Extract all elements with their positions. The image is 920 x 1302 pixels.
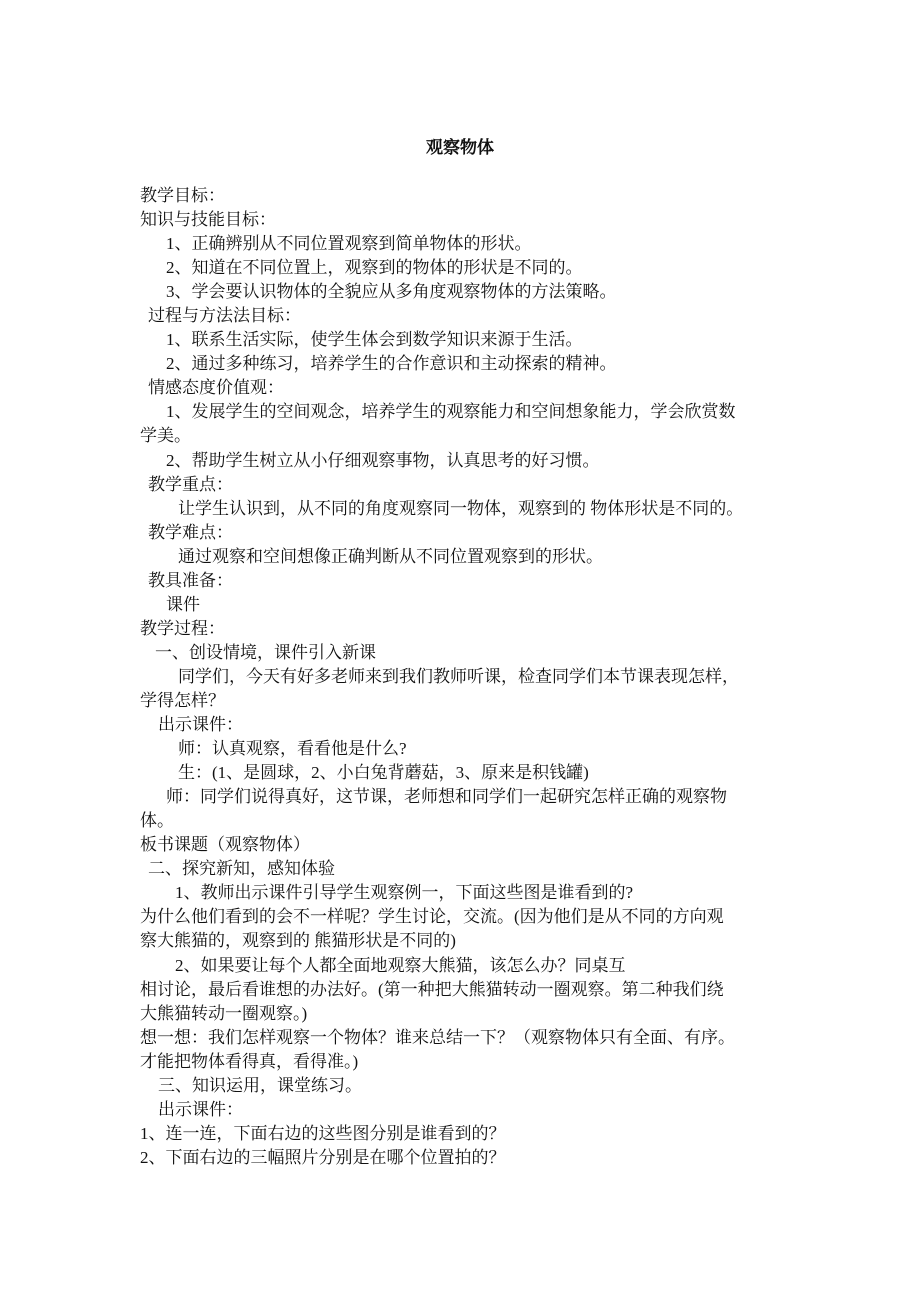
document-title: 观察物体	[426, 138, 494, 157]
paragraph-continuation: 大熊猫转动一圈观察。)	[140, 1003, 308, 1023]
list-item: 3、学会要认识物体的全貌应从多角度观察物体的方法策略。	[166, 282, 617, 302]
heading-difficulties: 教学难点：	[148, 522, 233, 542]
section-heading-3: 三、知识运用，课堂练习。	[158, 1075, 362, 1095]
exercise-item: 2、下面右边的三幅照片分别是在哪个位置拍的？	[140, 1147, 506, 1167]
paragraph-continuation: 体。	[140, 811, 174, 831]
paragraph-continuation: 才能把物体看得真，看得准。)	[140, 1051, 359, 1071]
paragraph: 出示课件：	[158, 1099, 243, 1119]
section-heading-2: 二、探究新知，感知体验	[148, 859, 335, 879]
subheading-attitudes-values: 情感态度价值观：	[148, 378, 284, 398]
paragraph: 1、教师出示课件引导学生观察例一，下面这些图是谁看到的?	[175, 883, 634, 903]
list-item: 1、正确辨别从不同位置观察到简单物体的形状。	[166, 234, 532, 254]
paragraph: 想一想：我们怎样观察一个物体？谁来总结一下？（观察物体只有全面、有序。	[140, 1027, 735, 1047]
dialogue-student: 生：(1、是圆球，2、小白兔背蘑菇，3、原来是积钱罐)	[178, 763, 589, 783]
list-item: 1、发展学生的空间观念，培养学生的观察能力和空间想象能力，学会欣赏数	[166, 402, 736, 422]
subheading-process-methods: 过程与方法法目标：	[148, 306, 301, 326]
dialogue-teacher: 师：认真观察，看看他是什么?	[178, 739, 407, 759]
document-body	[140, 184, 800, 1170]
paragraph: 让学生认识到，从不同的角度观察同一物体，观察到的 物体形状是不同的。	[178, 498, 744, 518]
exercise-item: 1、连一连，下面右边的这些图分别是谁看到的？	[140, 1123, 506, 1143]
paragraph: 板书课题（观察物体）	[140, 835, 310, 855]
dialogue-teacher: 师：同学们说得真好，这节课，老师想和同学们一起研究怎样正确的观察物	[166, 787, 727, 807]
paragraph: 出示课件：	[158, 715, 243, 735]
list-item: 2、知道在不同位置上，观察到的物体的形状是不同的。	[166, 258, 583, 278]
list-item: 1、联系生活实际，使学生体会到数学知识来源于生活。	[166, 330, 583, 350]
paragraph-continuation: 相讨论，最后看谁想的办法好。(第一种把大熊猫转动一圈观察。第二种我们绕	[140, 979, 724, 999]
paragraph: 为什么他们看到的会不一样呢？学生讨论，交流。(因为他们是从不同的方向观	[140, 907, 724, 927]
subheading-knowledge-skills: 知识与技能目标：	[140, 210, 276, 230]
heading-materials: 教具准备：	[148, 570, 233, 590]
heading-key-points: 教学重点：	[148, 474, 233, 494]
paragraph: 课件	[166, 594, 200, 614]
heading-teaching-goals: 教学目标：	[140, 186, 225, 205]
paragraph: 通过观察和空间想像正确判断从不同位置观察到的形状。	[178, 546, 603, 566]
paragraph: 同学们，今天有好多老师来到我们教师听课，检查同学们本节课表现怎样，	[178, 666, 739, 686]
paragraph-continuation: 察大熊猫的，观察到的 熊猫形状是不同的)	[140, 931, 456, 951]
list-item-continuation: 学美。	[140, 426, 191, 446]
paragraph: 2、如果要让每个人都全面地观察大熊猫，该怎么办？同桌互	[175, 955, 626, 975]
paragraph-continuation: 学得怎样？	[140, 690, 225, 710]
list-item: 2、通过多种练习，培养学生的合作意识和主动探索的精神。	[166, 354, 617, 374]
list-item: 2、帮助学生树立从小仔细观察事物，认真思考的好习惯。	[166, 450, 600, 470]
section-heading-1: 一、创设情境，课件引入新课	[155, 642, 376, 662]
heading-teaching-process: 教学过程：	[140, 618, 225, 638]
